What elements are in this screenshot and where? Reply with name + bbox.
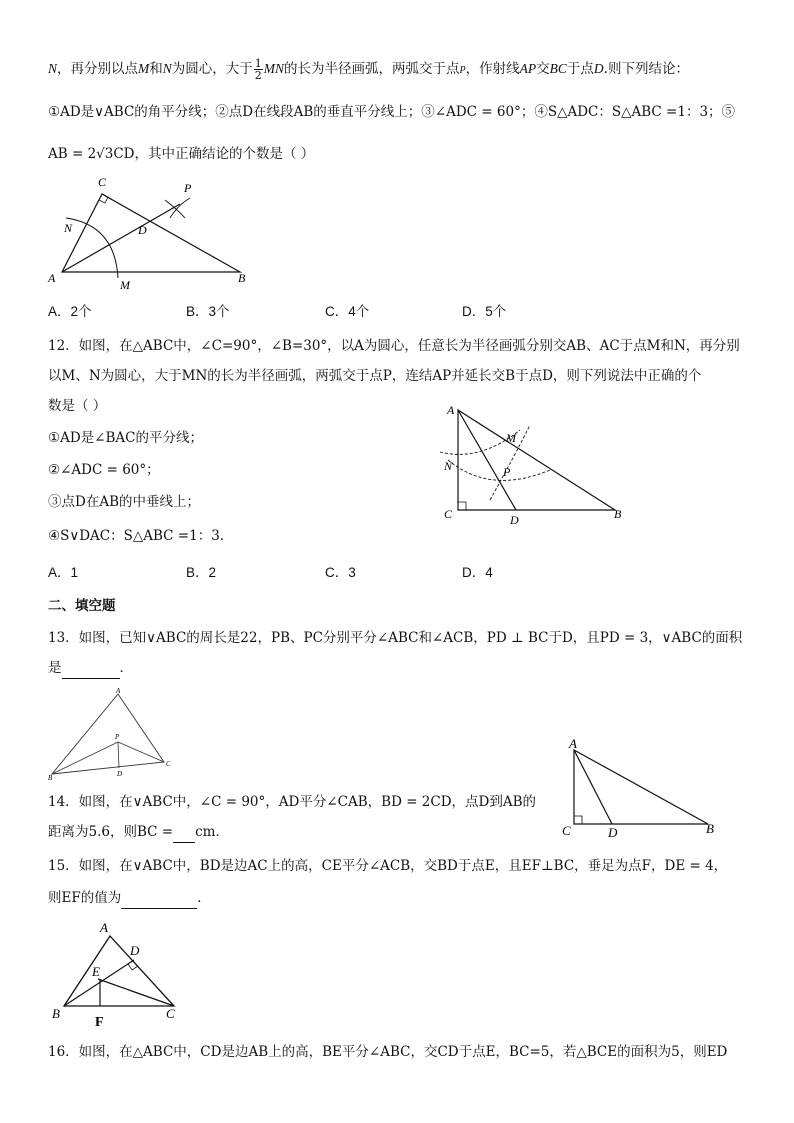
q11-text: M — [138, 61, 150, 76]
q12-item-4: ④S∨DAC：S△ABC =1：3． — [48, 528, 234, 544]
q12-item-2: ②∠ADC = 60°； — [48, 462, 160, 478]
q15-label-b: B — [52, 1006, 60, 1021]
q12-label-c: C — [444, 507, 453, 521]
q15-line-ce — [98, 979, 174, 1006]
q13-line-pd — [118, 742, 119, 768]
q12-stem-line2: 以M、N为圆心，大于MN的长为半径画弧，两弧交于点P，连结AP并延长交B于点D，则下列说法中正确的个 — [48, 368, 702, 384]
q13-stem-line2 — [48, 658, 133, 679]
q14-text: 距离为5.6，则BC = — [48, 824, 174, 840]
q12-choice-d: D．4 — [462, 565, 493, 580]
q12-label-m: M — [506, 431, 516, 445]
q12-stem-line3: 数是（ ） — [48, 398, 107, 414]
q13-label-d: D — [117, 770, 123, 778]
q12-label-p: P — [503, 465, 511, 479]
q11-text: 和 — [149, 61, 163, 77]
q15-label-d: D — [130, 943, 140, 958]
q14-label-c: C — [562, 823, 571, 838]
q11-figure — [40, 170, 260, 295]
q11-text: N — [48, 61, 58, 76]
q13-text: ． — [119, 660, 133, 676]
q11-text: D — [593, 61, 604, 76]
q12-line-ad — [458, 410, 516, 510]
q13-text: 是 — [48, 660, 62, 676]
q13-label-a: A — [116, 687, 121, 695]
q11-stem-line1 — [48, 58, 689, 81]
q11-label-n: N — [64, 221, 73, 235]
q14-label-a: A — [569, 736, 577, 751]
q11-text: MN — [263, 61, 285, 76]
q11-text: 为圆心，大于 — [171, 61, 253, 77]
q12-triangle — [458, 410, 615, 510]
q12-figure — [440, 400, 640, 530]
q12-label-a: A — [447, 403, 455, 417]
q11-choice-d: D．5个 — [462, 304, 507, 319]
q15-figure — [50, 918, 190, 1030]
q11-text: BC — [549, 61, 567, 76]
q12-label-b: B — [614, 507, 622, 521]
q11-choice-a: A．2个 — [48, 304, 92, 319]
section-title: 二、填空题 — [48, 598, 116, 614]
q14-right-angle-mark — [574, 816, 582, 824]
q13-label-c: C — [166, 760, 171, 768]
q11-text: 于点 — [566, 61, 594, 77]
q13-answer-blank[interactable] — [62, 658, 120, 679]
q13-line-pb — [52, 742, 118, 774]
q14-triangle — [574, 750, 708, 824]
q12-choice-b: B．2 — [186, 565, 217, 580]
q15-label-c: C — [166, 1006, 175, 1021]
q14-figure — [560, 734, 730, 838]
q12-choice-a: A．1 — [48, 565, 79, 580]
q15-answer-blank[interactable] — [121, 888, 197, 909]
q11-choice-b: B．3个 — [186, 304, 230, 319]
q12-choice-c: C．3 — [325, 565, 356, 580]
q14-answer-blank[interactable] — [173, 822, 195, 843]
q11-stem-line2: ①AD是∨ABC的角平分线；②点D在线段AB的垂直平分线上；③∠ADC = 60°；④S△ADC：S△ABC =1：3；⑤ — [48, 104, 736, 120]
q13-label-p: P — [115, 733, 120, 741]
q15-label-e: E — [92, 964, 100, 979]
q13-figure — [48, 686, 178, 781]
q11-choice-c: C．4个 — [325, 304, 370, 319]
q11-text: N — [162, 61, 172, 76]
q11-label-p: P — [184, 181, 192, 195]
q12-right-angle-mark — [458, 502, 466, 510]
q12-item-3: ③点D在AB的中垂线上； — [48, 494, 200, 510]
q15-stem-line1: 15．如图，在∨ABC中，BD是边AC上的高，CE平分∠ACB，交BD于点E，且EF⊥BC，垂足为点F，DE = 4， — [48, 858, 728, 874]
q15-text: ． — [197, 890, 211, 906]
q11-text: ，作射线 — [465, 61, 520, 77]
fraction-denominator: 2 — [254, 69, 262, 82]
q11-stem-line3: AB = 2√3CD，其中正确结论的个数是（ ） — [48, 146, 315, 162]
fraction-numerator: 1 — [254, 57, 262, 70]
q15-label-a: A — [100, 920, 108, 935]
q11-label-d: D — [138, 223, 147, 237]
q11-arc-p1 — [165, 200, 185, 218]
q12-item-1: ①AD是∠BAC的平分线； — [48, 430, 203, 446]
q14-text: cm． — [195, 824, 229, 840]
q11-label-c: C — [98, 175, 107, 189]
q14-stem-line1: 14．如图，在∨ABC中，∠C = 90°，AD平分∠CAB，BD = 2CD，点D到AB的 — [48, 794, 537, 810]
q12-arc-p1 — [448, 460, 550, 480]
q11-label-a: A — [48, 271, 56, 285]
q11-text: 的长为半径画弧，两弧交于点 — [284, 61, 460, 77]
q13-label-b: B — [48, 774, 53, 782]
q11-text: ，再分别以点 — [57, 61, 139, 77]
q11-text: P — [459, 65, 466, 76]
q11-label-b: B — [238, 271, 246, 285]
q15-stem-line2 — [48, 888, 211, 909]
q11-text: .则下列结论： — [603, 61, 689, 77]
q11-label-m: M — [120, 278, 130, 292]
q15-label-f: F — [95, 1015, 104, 1030]
q11-triangle — [62, 194, 240, 272]
q12-stem-line1: 12．如图，在△ABC中，∠C=90°，∠B=30°，以A为圆心，任意长为半径画弧分别交AB、AC于点M和N，再分别 — [48, 338, 740, 354]
q16-stem-line1: 16．如图，在△ABC中，CD是边AB上的高，BE平分∠ABC，交CD于点E，BC=5，若△BCE的面积为5，则ED — [48, 1044, 728, 1060]
q14-stem-line2 — [48, 822, 229, 843]
q14-label-b: B — [706, 821, 714, 836]
q13-triangle — [52, 694, 164, 774]
q12-label-n: N — [444, 459, 453, 473]
q11-text: AP — [519, 61, 537, 76]
q14-label-d: D — [608, 825, 618, 840]
q15-text: 则EF的值为 — [48, 890, 122, 906]
q12-label-d: D — [510, 513, 519, 527]
fraction — [254, 58, 263, 81]
q13-stem-line1: 13．如图，已知∨ABC的周长是22，PB、PC分别平分∠ABC和∠ACB，PD ⊥ BC于D，且PD = 3，∨ABC的面积 — [48, 630, 743, 646]
q11-text: 交 — [536, 61, 550, 77]
